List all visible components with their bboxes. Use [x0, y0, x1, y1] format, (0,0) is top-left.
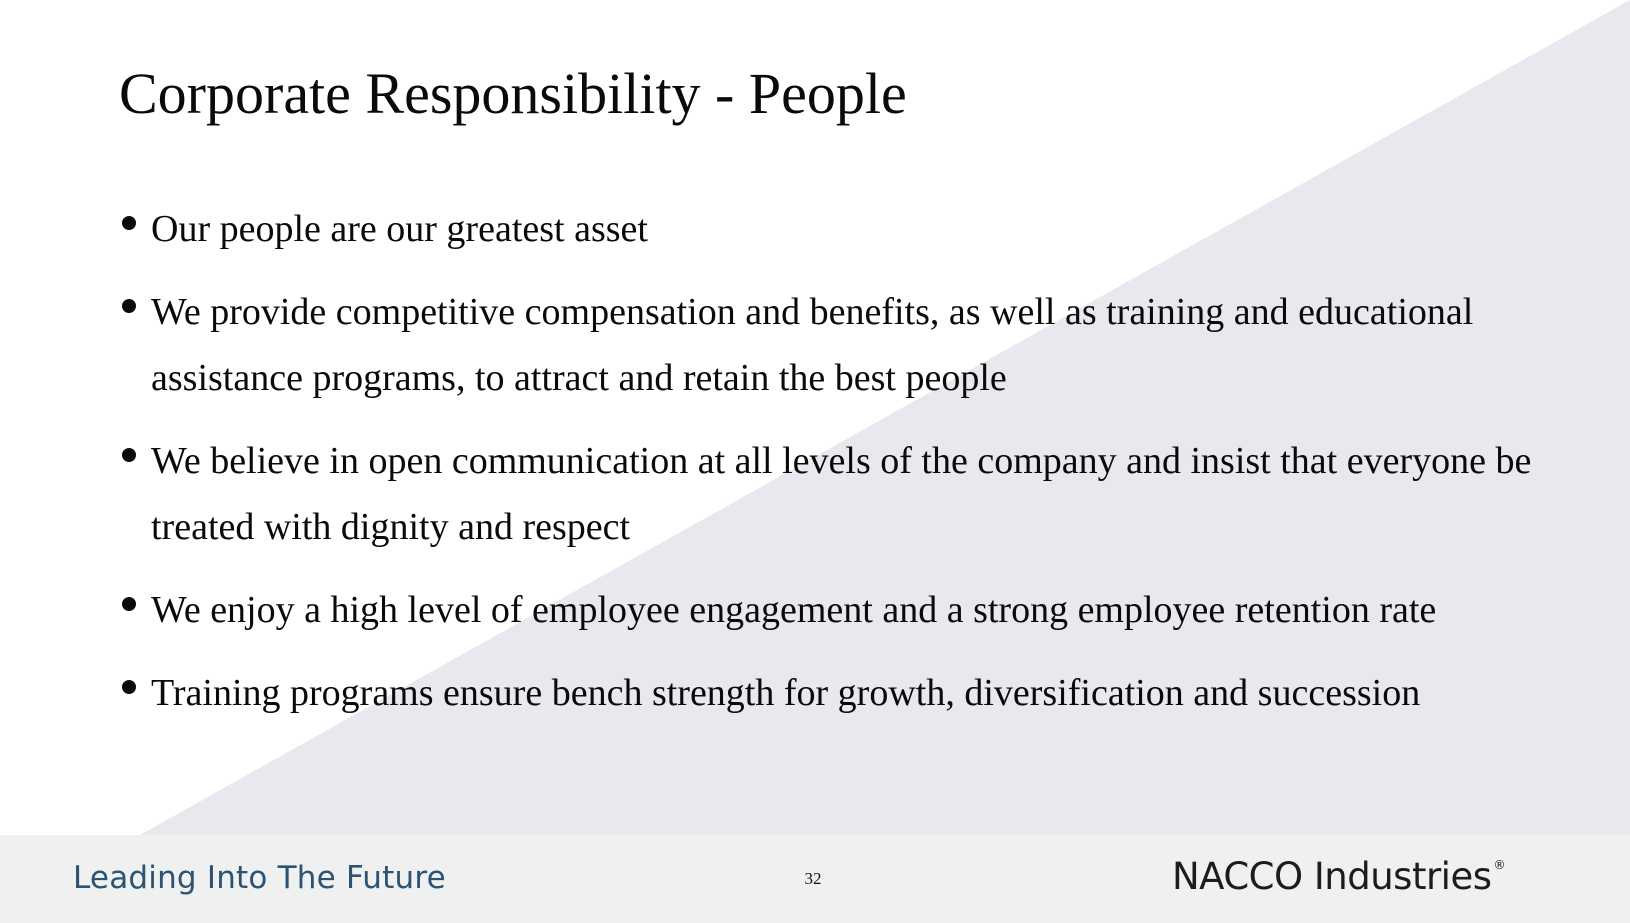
- bullet-item: [119, 196, 1579, 262]
- bullet-dot-icon: [122, 448, 136, 462]
- footer-bar: [0, 835, 1630, 923]
- bullet-item: [119, 279, 1579, 411]
- logo-text: NACCO Industries: [1171, 855, 1492, 898]
- bullet-text: Training programs ensure bench strength for growth, diversification and succession: [151, 672, 1421, 714]
- bullet-item: [119, 428, 1579, 560]
- footer-tagline: Leading Into The Future: [73, 860, 446, 896]
- registered-mark-icon: ®: [1493, 858, 1505, 872]
- bullet-text: We believe in open communication at all levels of the company and insist that everyone be treated with dignity and respect: [151, 440, 1532, 548]
- bullet-list: [119, 196, 1579, 743]
- bullet-dot-icon: [122, 299, 136, 313]
- slide-title: Corporate Responsibility - People: [119, 61, 907, 126]
- bullet-dot-icon: [122, 597, 136, 611]
- bullet-item: [119, 660, 1579, 726]
- bullet-item: [119, 577, 1579, 643]
- bullet-text: We enjoy a high level of employee engagement and a strong employee retention rate: [151, 589, 1437, 631]
- bullet-dot-icon: [122, 680, 136, 694]
- bullet-dot-icon: [122, 216, 136, 230]
- company-logo: [1172, 855, 1505, 898]
- bullet-text: Our people are our greatest asset: [151, 208, 648, 250]
- page-number: 32: [804, 869, 822, 888]
- bullet-text: We provide competitive compensation and benefits, as well as training and educational assistance programs, to attract and retain the best people: [151, 291, 1474, 399]
